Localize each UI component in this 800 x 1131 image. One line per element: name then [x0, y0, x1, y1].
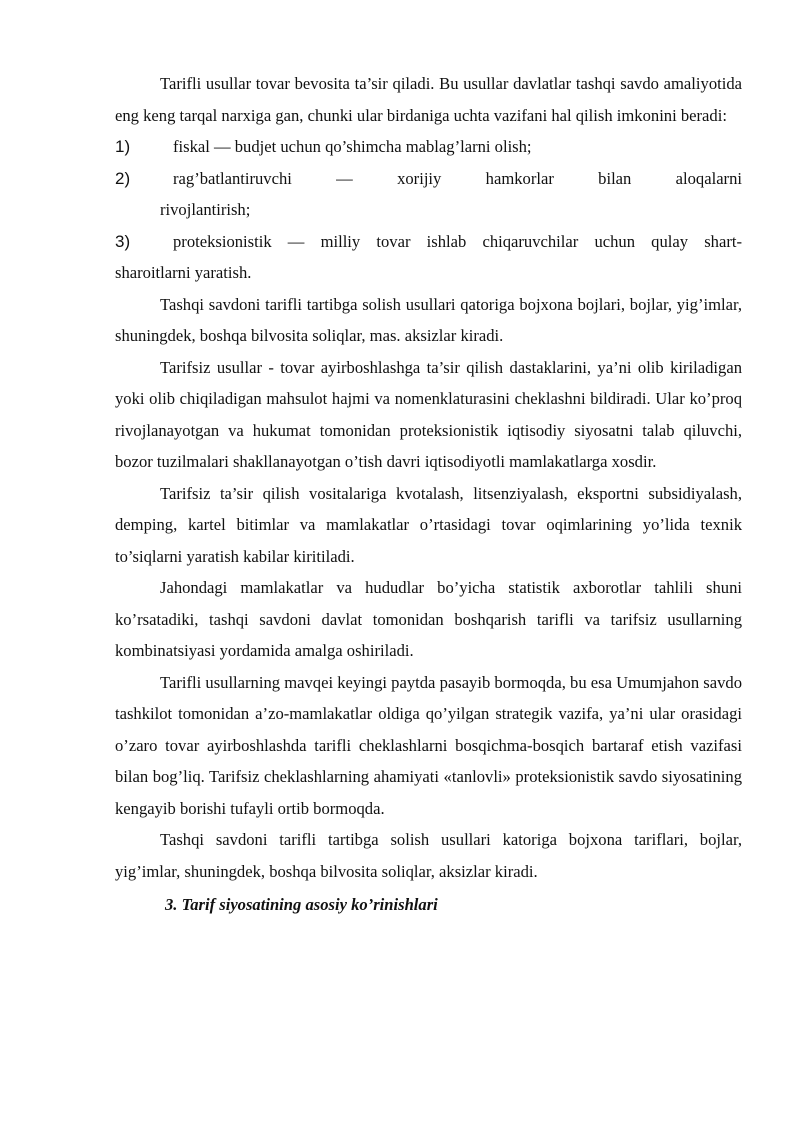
list-item-1: [115, 131, 742, 163]
list-number: 2): [115, 168, 131, 188]
paragraph-statistics: Jahondagi mamlakatlar va hududlar bo’yicha statistik axborotlar tahlili shuni ko’rsatadiki, tashqi savdoni davlat tomonidan boshqarish tarifli va tarifsiz usullarning kombinatsiyasi yordamida amalga oshiriladi.: [115, 578, 742, 660]
list-text-continuation: rivojlantirish;: [160, 200, 251, 219]
paragraph-non-tariff-tools: Tarifsiz ta’sir qilish vositalariga kvotalash, litsenziyalash, eksportni subsidiyalash, demping, kartel bitimlar va mamlakatlar o’rtasidagi tovar oqimlarining yo’lida texnik to’siqlarni yaratish kabilar kiritiladi.: [115, 483, 742, 566]
paragraph-intro: Tarifli usullar tovar bevosita ta’sir qiladi. Bu usullar davlatlar tashqi savdo amaliyotida eng keng tarqal narxiga gan, chunki ular birdaniga uchta vazifani hal qilish imkonini beradi:: [115, 74, 742, 125]
list-item-2: [115, 163, 742, 226]
list-text-continuation: sharoitlarni yaratish.: [115, 263, 252, 282]
list-text: rag’batlantiruvchi — xorijiy hamkorlar bilan aloqalarni: [173, 168, 742, 188]
paragraph-tariff-list: Tashqi savdoni tarifli tartibga solish usullari katoriga bojxona tariflari, bojlar, yig’imlar, shuningdek, boshqa bilvosita soliqlar, aksizlar kiradi.: [115, 830, 742, 881]
list-number: 1): [115, 137, 131, 156]
paragraph-non-tariff-methods: Tarifsiz usullar - tovar ayirboshlashga ta’sir qilish dastaklarini, ya’ni olib kiriladigan yoki olib chiqiladigan mahsulot hajmi va nomenklaturasini cheklashni bildiradi. Ular ko’proq rivojlanayotgan va hukumat tomonidan proteksionistik iqtisodiy siyosatni talab qiluvchi, bozor tuzilmalari shakllanayotgan o’tish davri iqtisodiyotli mamlakatlarga xosdir.: [115, 357, 742, 471]
section-heading: 3. Tarif siyosatining asosiy ko’rinishlari: [165, 895, 438, 914]
list-text: proteksionistik — milliy tovar ishlab chiqaruvchilar uchun qulay shart-: [173, 231, 742, 251]
list-item-3: [115, 226, 742, 289]
paragraph-tariff-decline: Tarifli usullarning mavqei keyingi paytda pasayib bormoqda, bu esa Umumjahon savdo tashkilot tomonidan a’zo-mamlakatlar oldiga qo’yilgan strategik vazifa, ya’ni ular orasidagi o’zaro tovar ayirboshlashda tarifli cheklashlarni bosqichma-bosqich bartaraf etish vazifasi bilan bog’liq. Tarifsiz cheklashlarning ahamiyati «tanlovli» proteksionistik savdo siyosatining kengayib borishi tufayli ortib bormoqda.: [115, 672, 742, 818]
paragraph-tariff-methods: Tashqi savdoni tarifli tartibga solish usullari qatoriga bojxona bojlari, bojlar, yig’imlar, shuningdek, boshqa bilvosita soliqlar, mas. aksizlar kiradi.: [115, 294, 742, 345]
list-text: fiskal — budjet uchun qo’shimcha mablag’larni olish;: [173, 137, 532, 156]
list-number: 3): [115, 231, 131, 251]
